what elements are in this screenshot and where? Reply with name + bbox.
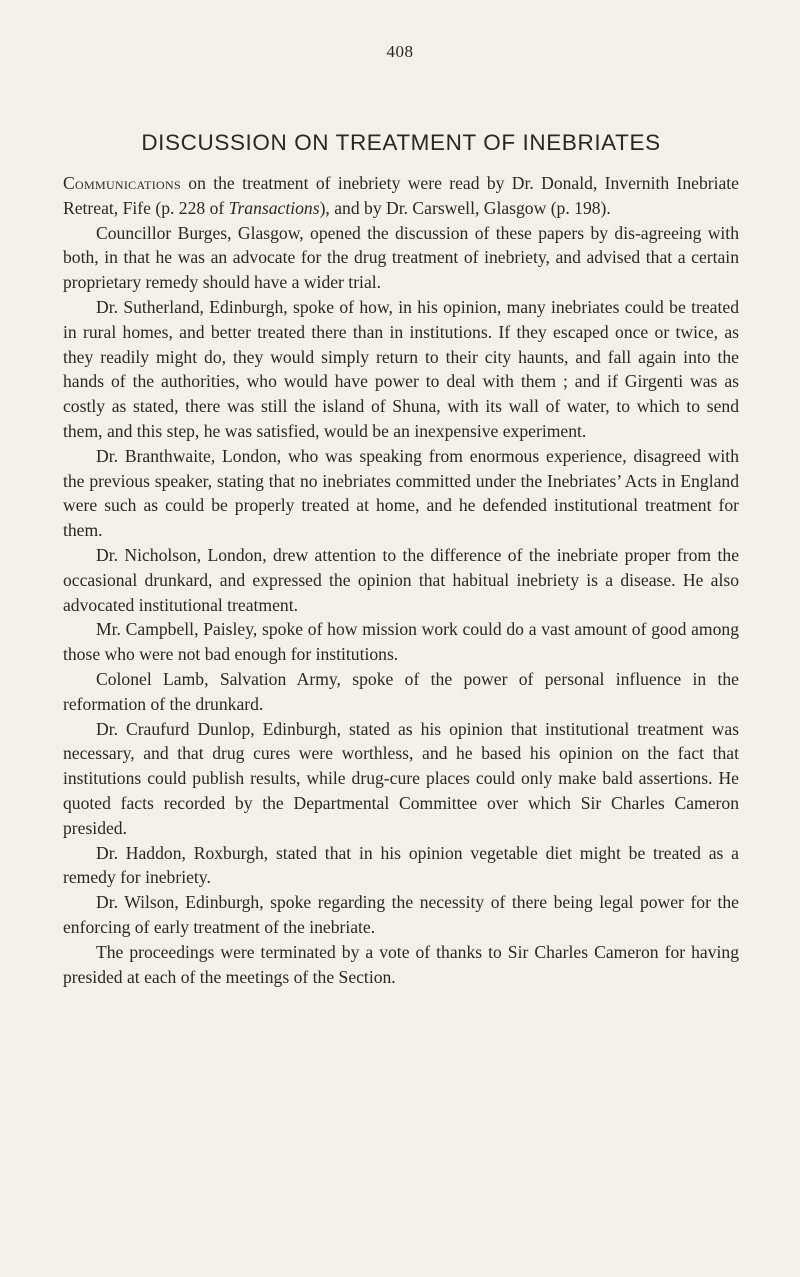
discussion-body	[63, 171, 739, 989]
section-title: DISCUSSION ON TREATMENT OF INEBRIATES	[141, 130, 661, 155]
paragraph-haddon: Dr. Haddon, Roxburgh, stated that in his opinion vegetable diet might be treated as a remedy for inebriety.	[63, 842, 739, 888]
transactions-reference: Transactions	[228, 197, 320, 218]
paragraph-campbell: Mr. Campbell, Paisley, spoke of how mission work could do a vast amount of good among those who were not bad enough for institutions.	[63, 619, 739, 665]
paragraph-branthwaite: Dr. Branthwaite, London, who was speaking from enormous experience, disagreed with the previous speaker, stating that no inebriates committed under the Inebriates’ Acts in England were such as could be properly treated at home, and he defended institutional treatment for them.	[63, 445, 739, 541]
paragraph-dunlop: Dr. Craufurd Dunlop, Edinburgh, stated as his opinion that institutional treatment was necessary, and that drug cures were worthless, and he based his opinion on the fact that institutions could publish results, while drug-cure places could only make bald assertions. He quoted facts recorded by the Departmental Committee over which Sir Charles Cameron presided.	[63, 718, 739, 838]
paragraph-closing: The proceedings were terminated by a vote of thanks to Sir Charles Cameron for having presided at each of the meetings of the Section.	[63, 941, 739, 987]
page-number: 408	[386, 42, 414, 61]
paragraph-wilson: Dr. Wilson, Edinburgh, spoke regarding the necessity of there being legal power for the enforcing of early treatment of the inebriate.	[63, 892, 739, 937]
paragraph-communications	[63, 171, 739, 221]
paragraph-text: ), and by Dr. Carswell, Glasgow (p. 198).	[319, 197, 611, 218]
paragraph-lead: Communications	[63, 173, 181, 193]
paragraph-sutherland: Dr. Sutherland, Edinburgh, spoke of how, in his opinion, many inebriates could be treated in rural homes, and better treated there than in institutions. If they escaped once or twice, as they readily might do, they would simply return to their city haunts, and fall again into the hands of the authorities, who would have power to deal with them ; and if Girgenti was as costly as stated, there was still the island of Shuna, with its wall of water, to which to send them, and this step, he was satisfied, would be an inexpensive experiment.	[63, 296, 739, 441]
paragraph-lamb: Colonel Lamb, Salvation Army, spoke of the power of personal influence in the reformation of the drunkard.	[63, 668, 739, 714]
paragraph-nicholson: Dr. Nicholson, London, drew attention to the difference of the inebriate proper from the occasional drunkard, and expressed the opinion that habitual inebriety is a disease. He also advocated institutional treatment.	[63, 544, 739, 615]
paragraph-burges: Councillor Burges, Glasgow, opened the discussion of these papers by dis-agreeing with both, in that he was an advocate for the drug treatment of inebriety, and advised that a certain proprietary remedy should have a wider trial.	[63, 222, 739, 293]
paragraph-text: on the treatment of inebriety were read by Dr. Donald, Invernith Inebriate Retreat, Fife (p. 228 of	[63, 173, 739, 218]
